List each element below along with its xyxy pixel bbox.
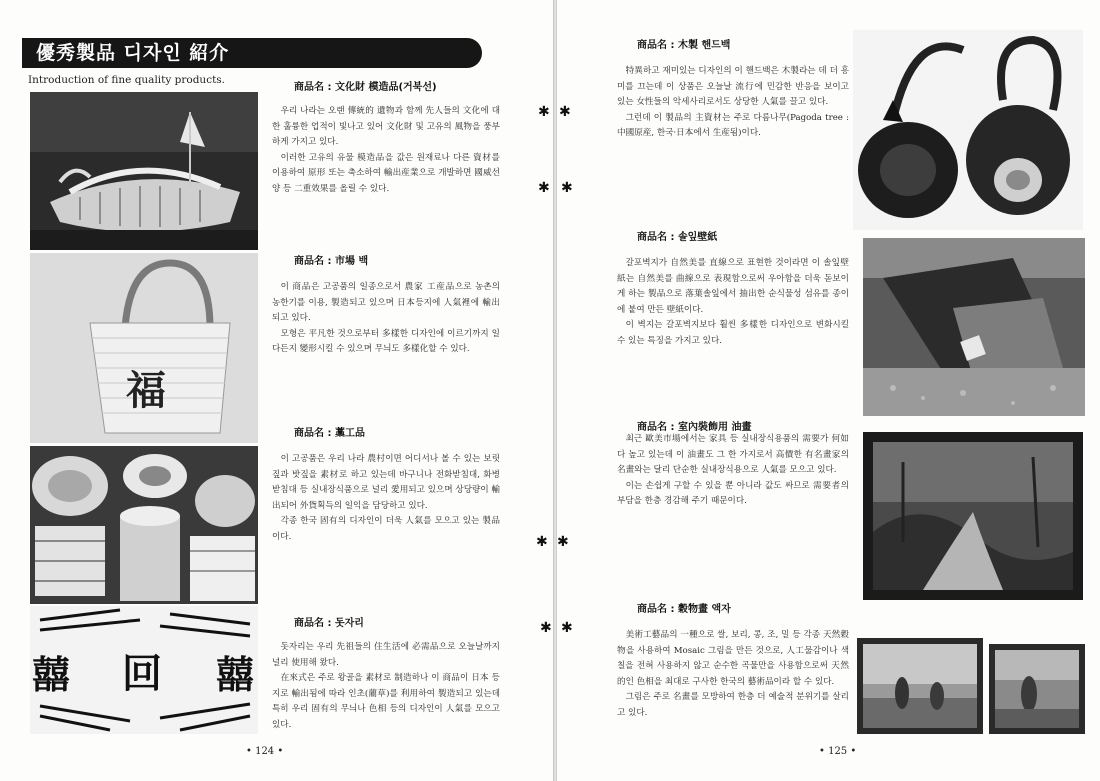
intro-caption: Introduction of fine quality products. [28, 74, 226, 86]
ink-blot-icon: ✱ [536, 534, 548, 550]
paragraph: 美術工藝品의 一種으로 쌀, 보리, 콩, 조, 밀 등 각종 天然穀物을 사용하여 Mosaic 그림을 만든 것으로, 人工물감이나 색칠을 전혀 사용하지 않고 순수한 곡물만을 사용함으로써 天然的인 色相을 최대로 구사한 한국의 藝術品이라 할 수 있다. [617, 630, 849, 687]
photo-market-bag [30, 253, 258, 443]
photo-grain-picture-1 [857, 638, 983, 734]
paragraph: 그림은 주로 名畫를 모방하여 한층 더 예술적 분위기를 살리고 있다. [617, 692, 849, 718]
paragraph: 이 고공품은 우리 나라 農村이면 어디서나 볼 수 있는 보릿짚과 밧짚을 素材로 하고 있는데 바구니나 전화받침대, 화병받침대 등 실내장식품으로 널리 愛用되고 있으며 상당량이 輸出되어 外貨획득의 일익을 담당하고 있다. [272, 454, 500, 511]
photo-wood-handbag [853, 30, 1083, 230]
item-desc-straw-crafts [272, 452, 500, 545]
page-number-right: • 125 • [819, 746, 857, 757]
item-desc-market-bag [272, 280, 500, 358]
mat-char-left: 囍 [32, 652, 71, 697]
ink-blot-icon: ✱ [559, 104, 571, 120]
item-desc-wood-handbag [617, 64, 849, 142]
paragraph: 이 벽지는 갈포벽지보다 훨씬 多樣한 디자인으로 변화시킬 수 있는 특징을 가지고 있다. [617, 320, 849, 346]
item-desc-pine-wallpaper [617, 256, 849, 349]
ink-blot-icon: ✱ [561, 620, 573, 636]
item-desc-straw-mat [272, 640, 500, 733]
item-title-grain-picture: 商品名 : 穀物畫 액자 [637, 604, 731, 615]
photo-straw-crafts [30, 446, 258, 604]
item-title-pine-wallpaper: 商品名 : 솔잎壁紙 [637, 232, 718, 243]
paragraph: 모형은 平凡한 것으로부터 多樣한 디자인에 이르기까지 일다든지 變形시킬 수 있으며 무늬도 多樣化할 수 있다. [272, 328, 500, 354]
ink-blot-icon: ✱ [561, 180, 573, 196]
paragraph: 在來式은 주로 왕골을 素材로 制造하나 이 商品이 日本 등지로 輸出됨에 따라 인초(藺草)를 利用하여 製造되고 있는데 특히 우리 固有의 무늬나 色相 등의 디자인이 人氣를 모으고 있다. [272, 673, 500, 730]
paragraph: 각종 한국 固有의 디자인이 더욱 人氣를 모으고 있는 製品이다. [272, 516, 500, 542]
item-title-market-bag: 商品名 : 市場 백 [294, 256, 369, 267]
paragraph: 그런데 이 製品의 主資材는 주로 다름나무(Pagoda tree : 中國原産, 한국·日本에서 生産됨)이다. [617, 112, 849, 138]
photo-grain-picture-2 [989, 644, 1085, 734]
basket-char: 福 [126, 367, 166, 414]
paragraph: 우리 나라는 오랜 傳統的 遺物과 함께 先人들의 文化에 대한 훌륭한 업적이 빛나고 있어 文化財 및 고유의 風物을 풍부하게 가지고 있다. [272, 106, 500, 147]
ink-blot-icon: ✱ [538, 104, 550, 120]
paragraph: 이 商品은 고공품의 일종으로서 農家 工産品으로 농촌의 농한기를 이용, 製造되고 있으며 日本등지에 人氣裡에 輸出되고 있다. [272, 282, 500, 323]
item-title-turtle-ship: 商品名 : 文化財 模造品(거북선) [294, 82, 437, 93]
paragraph: 돗자리는 우리 先祖들의 住生活에 必需品으로 오늘날까지 널리 使用해 왔다. [272, 642, 500, 668]
right-page [557, 0, 1100, 781]
mat-char-right: 囍 [216, 652, 255, 697]
item-title-oil-painting: 商品名 : 室內裝飾用 油畫 [637, 422, 752, 433]
section-banner: 優秀製品 디자인 紹介 [22, 38, 482, 68]
paragraph: 特異하고 재미있는 디자인의 이 핸드백은 木製라는 데 더 흥미를 끄는데 이 상품은 오늘날 流行에 민감한 반응을 보이고 있는 女性들의 악세사리로서도 상당한 人氣를 끌고 있다. [617, 66, 849, 107]
photo-oil-painting [863, 432, 1083, 600]
item-title-straw-crafts: 商品名 : 藁工品 [294, 428, 365, 439]
item-title-straw-mat: 商品名 : 돗자리 [294, 618, 364, 629]
ink-blot-icon: ✱ [557, 534, 569, 550]
item-desc-grain-picture [617, 628, 849, 721]
photo-turtle-ship [30, 92, 258, 250]
paragraph: 최근 歐美市場에서는 家具 등 실내장식용품의 需要가 何如다 높고 있는데 이 油畫도 그 한 가지로서 高價한 有名畫家의 名畫와는 달리 단순한 실내장식용으로 人氣를 모으고 있다. [617, 434, 849, 475]
photo-pine-wallpaper [863, 238, 1085, 416]
ink-blot-icon: ✱ [540, 620, 552, 636]
paragraph: 이는 손쉽게 구할 수 있을 뿐 아니라 값도 싸므로 需要者의 부담을 한층 경감해 주기 때문이다. [617, 480, 849, 506]
item-desc-turtle-ship [272, 104, 500, 197]
ink-blot-icon: ✱ [538, 180, 550, 196]
item-desc-oil-painting [617, 432, 849, 510]
page-number-left: • 124 • [246, 746, 284, 757]
photo-straw-mat [30, 606, 258, 734]
paragraph: 이러한 고유의 유물 模造品을 값은 원재료나 다른 資材를 이용하여 原形 또는 축소하여 輸出産業으로 개발하면 國威선양 등 二重效果를 올릴 수 있다. [272, 152, 500, 194]
item-title-wood-handbag: 商品名 : 木製 핸드백 [637, 40, 731, 51]
paragraph: 갈포벽지가 自然美를 直線으로 표현한 것이라면 이 솔잎壁紙는 自然美를 曲線으로 表現함으로써 우아함을 더욱 돋보이게 하는 製品으로 落葉솔잎에서 抽出한 순식물성 섬유를 종이에 붙여 만든 壁紙이다. [617, 258, 849, 315]
mat-char-center: 回 [122, 650, 162, 697]
